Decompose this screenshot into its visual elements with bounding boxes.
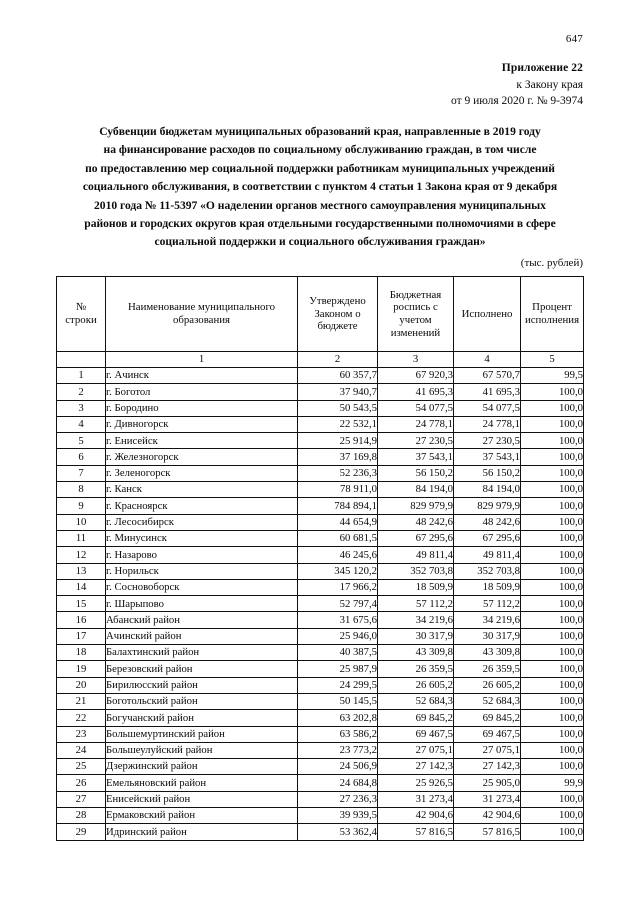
executed-cell: 49 811,4 [454, 547, 521, 563]
row-number-cell: 13 [57, 563, 106, 579]
municipality-cell: г. Боготол [106, 384, 298, 400]
table-row [57, 645, 584, 661]
document-title-line: социального обслуживания, в соответствии с пунктом 4 статьи 1 Закона края от 9 декабря [82, 180, 558, 194]
schedule-cell: 56 150,2 [378, 465, 454, 481]
column-header-row-number [57, 277, 106, 352]
header-line: бюджете [317, 320, 358, 333]
table-row [57, 759, 584, 775]
percent-cell: 100,0 [521, 645, 584, 661]
table-row [57, 693, 584, 709]
executed-cell: 43 309,8 [454, 645, 521, 661]
executed-cell: 25 905,0 [454, 775, 521, 791]
executed-cell: 67 570,7 [454, 368, 521, 384]
document-title-line: 2010 года № 11-5397 «О наделении органов местного самоуправления муниципальных [94, 198, 546, 212]
header-line: Исполнено [461, 307, 513, 320]
percent-cell: 100,0 [521, 628, 584, 644]
subventions-table [56, 276, 584, 841]
executed-cell: 829 979,9 [454, 498, 521, 514]
row-number-cell: 17 [57, 628, 106, 644]
row-number-cell: 4 [57, 416, 106, 432]
executed-cell: 54 077,5 [454, 400, 521, 416]
appendix-law-date: от 9 июля 2020 г. № 9-3974 [451, 95, 583, 107]
header-line: Процент [532, 301, 572, 314]
page-number: 647 [565, 33, 583, 45]
percent-cell: 100,0 [521, 482, 584, 498]
document-title [48, 123, 592, 252]
header-line: Утверждено [309, 295, 366, 308]
table-row [57, 433, 584, 449]
schedule-cell: 37 543,1 [378, 449, 454, 465]
municipality-cell: г. Назарово [106, 547, 298, 563]
document-title-line: на финансирование расходов по социальному обслуживанию граждан, в том числе [103, 143, 537, 157]
row-number-cell: 22 [57, 710, 106, 726]
schedule-cell: 42 904,6 [378, 808, 454, 824]
schedule-cell: 54 077,5 [378, 400, 454, 416]
row-number-cell: 27 [57, 791, 106, 807]
table-row [57, 400, 584, 416]
executed-cell: 26 359,5 [454, 661, 521, 677]
municipality-cell: г. Ачинск [106, 368, 298, 384]
approved-cell: 25 914,9 [298, 433, 378, 449]
executed-cell: 41 695,3 [454, 384, 521, 400]
approved-cell: 40 387,5 [298, 645, 378, 661]
header-line: роспись с [393, 301, 438, 314]
municipality-cell: г. Дивногорск [106, 416, 298, 432]
header-line: № [75, 301, 87, 314]
schedule-cell: 67 295,6 [378, 530, 454, 546]
approved-cell: 53 362,4 [298, 824, 378, 840]
executed-cell: 31 273,4 [454, 791, 521, 807]
row-number-cell: 9 [57, 498, 106, 514]
row-number-cell: 19 [57, 661, 106, 677]
schedule-cell: 27 075,1 [378, 742, 454, 758]
column-number-cell: 4 [454, 352, 521, 368]
municipality-cell: Бирилюсский район [106, 677, 298, 693]
municipality-cell: Ермаковский район [106, 808, 298, 824]
percent-cell: 99,9 [521, 775, 584, 791]
executed-cell: 30 317,9 [454, 628, 521, 644]
table-row [57, 808, 584, 824]
row-number-cell: 16 [57, 612, 106, 628]
approved-cell: 345 120,2 [298, 563, 378, 579]
row-number-cell: 18 [57, 645, 106, 661]
row-number-cell: 3 [57, 400, 106, 416]
percent-cell: 100,0 [521, 791, 584, 807]
executed-cell: 24 778,1 [454, 416, 521, 432]
document-title-line: Субвенции бюджетам муниципальных образований края, направленные в 2019 году [99, 125, 541, 138]
approved-cell: 60 681,5 [298, 530, 378, 546]
document-title-line: районов и городских округов края отдельными государственными полномочиями в сфере [84, 217, 556, 231]
executed-cell: 52 684,3 [454, 693, 521, 709]
row-number-cell: 26 [57, 775, 106, 791]
municipality-cell: Ачинский район [106, 628, 298, 644]
schedule-cell: 57 816,5 [378, 824, 454, 840]
municipality-cell: г. Шарыпово [106, 596, 298, 612]
approved-cell: 78 911,0 [298, 482, 378, 498]
executed-cell: 18 509,9 [454, 579, 521, 595]
executed-cell: 57 112,2 [454, 596, 521, 612]
approved-cell: 17 966,2 [298, 579, 378, 595]
column-header-executed [454, 277, 521, 352]
approved-cell: 25 946,0 [298, 628, 378, 644]
approved-cell: 31 675,6 [298, 612, 378, 628]
table-header-row [57, 277, 584, 352]
table-row [57, 677, 584, 693]
header-line: образования [173, 314, 230, 326]
row-number-cell: 7 [57, 465, 106, 481]
table-row [57, 628, 584, 644]
schedule-cell: 352 703,8 [378, 563, 454, 579]
approved-cell: 37 169,8 [298, 449, 378, 465]
row-number-cell: 15 [57, 596, 106, 612]
municipality-cell: Абанский район [106, 612, 298, 628]
percent-cell: 100,0 [521, 808, 584, 824]
approved-cell: 27 236,3 [298, 791, 378, 807]
percent-cell: 100,0 [521, 449, 584, 465]
approved-cell: 23 773,2 [298, 742, 378, 758]
column-header-municipality [106, 277, 298, 352]
percent-cell: 100,0 [521, 498, 584, 514]
approved-cell: 63 586,2 [298, 726, 378, 742]
table-row [57, 465, 584, 481]
row-number-cell: 23 [57, 726, 106, 742]
schedule-cell: 25 926,5 [378, 775, 454, 791]
percent-cell: 100,0 [521, 530, 584, 546]
municipality-cell: г. Бородино [106, 400, 298, 416]
approved-cell: 60 357,7 [298, 368, 378, 384]
table-row [57, 514, 584, 530]
executed-cell: 84 194,0 [454, 482, 521, 498]
percent-cell: 100,0 [521, 759, 584, 775]
municipality-cell: г. Енисейск [106, 433, 298, 449]
schedule-cell: 26 605,2 [378, 677, 454, 693]
schedule-cell: 69 467,5 [378, 726, 454, 742]
schedule-cell: 26 359,5 [378, 661, 454, 677]
executed-cell: 67 295,6 [454, 530, 521, 546]
row-number-cell: 21 [57, 693, 106, 709]
table-row [57, 579, 584, 595]
approved-cell: 22 532,1 [298, 416, 378, 432]
row-number-cell: 5 [57, 433, 106, 449]
schedule-cell: 24 778,1 [378, 416, 454, 432]
table-row [57, 726, 584, 742]
row-number-cell: 11 [57, 530, 106, 546]
table-row [57, 563, 584, 579]
schedule-cell: 49 811,4 [378, 547, 454, 563]
percent-cell: 100,0 [521, 661, 584, 677]
header-line: Бюджетная [389, 288, 442, 301]
percent-cell: 100,0 [521, 612, 584, 628]
schedule-cell: 57 112,2 [378, 596, 454, 612]
table-row [57, 710, 584, 726]
municipality-cell: Дзержинский район [106, 759, 298, 775]
table-row [57, 384, 584, 400]
schedule-cell: 30 317,9 [378, 628, 454, 644]
municipality-cell: г. Красноярск [106, 498, 298, 514]
municipality-cell: г. Железногорск [106, 449, 298, 465]
appendix-reference [0, 60, 583, 110]
row-number-cell: 25 [57, 759, 106, 775]
table-row [57, 482, 584, 498]
percent-cell: 100,0 [521, 579, 584, 595]
schedule-cell: 67 920,3 [378, 368, 454, 384]
schedule-cell: 34 219,6 [378, 612, 454, 628]
municipality-cell: г. Минусинск [106, 530, 298, 546]
column-number-cell [57, 352, 106, 368]
municipality-cell: Березовский район [106, 661, 298, 677]
subventions-table-wrapper [56, 276, 583, 841]
row-number-cell: 2 [57, 384, 106, 400]
approved-cell: 46 245,6 [298, 547, 378, 563]
row-number-cell: 1 [57, 368, 106, 384]
percent-cell: 100,0 [521, 742, 584, 758]
percent-cell: 100,0 [521, 726, 584, 742]
row-number-cell: 28 [57, 808, 106, 824]
column-number-cell: 5 [521, 352, 584, 368]
executed-cell: 57 816,5 [454, 824, 521, 840]
table-row [57, 547, 584, 563]
approved-cell: 50 145,5 [298, 693, 378, 709]
column-number-cell: 3 [378, 352, 454, 368]
table-row [57, 596, 584, 612]
approved-cell: 24 684,8 [298, 775, 378, 791]
header-line: строки [65, 314, 97, 326]
approved-cell: 37 940,7 [298, 384, 378, 400]
row-number-cell: 20 [57, 677, 106, 693]
table-head [57, 277, 584, 352]
percent-cell: 99,5 [521, 368, 584, 384]
percent-cell: 100,0 [521, 710, 584, 726]
row-number-cell: 29 [57, 824, 106, 840]
header-line: Наименование муниципального [127, 301, 276, 314]
percent-cell: 100,0 [521, 596, 584, 612]
schedule-cell: 829 979,9 [378, 498, 454, 514]
approved-cell: 39 939,5 [298, 808, 378, 824]
executed-cell: 26 605,2 [454, 677, 521, 693]
percent-cell: 100,0 [521, 384, 584, 400]
approved-cell: 63 202,8 [298, 710, 378, 726]
executed-cell: 37 543,1 [454, 449, 521, 465]
municipality-cell: г. Сосновоборск [106, 579, 298, 595]
table-body [57, 352, 584, 841]
schedule-cell: 52 684,3 [378, 693, 454, 709]
table-row [57, 498, 584, 514]
table-row [57, 416, 584, 432]
row-number-cell: 6 [57, 449, 106, 465]
row-number-cell: 14 [57, 579, 106, 595]
appendix-law-line: к Закону края [516, 78, 583, 91]
percent-cell: 100,0 [521, 677, 584, 693]
row-number-cell: 24 [57, 742, 106, 758]
executed-cell: 27 230,5 [454, 433, 521, 449]
appendix-title: Приложение 22 [501, 62, 583, 74]
executed-cell: 27 075,1 [454, 742, 521, 758]
approved-cell: 44 654,9 [298, 514, 378, 530]
percent-cell: 100,0 [521, 514, 584, 530]
approved-cell: 52 797,4 [298, 596, 378, 612]
table-row [57, 530, 584, 546]
percent-cell: 100,0 [521, 433, 584, 449]
municipality-cell: г. Норильск [106, 563, 298, 579]
table-row [57, 742, 584, 758]
executed-cell: 56 150,2 [454, 465, 521, 481]
schedule-cell: 27 142,3 [378, 759, 454, 775]
approved-cell: 50 543,5 [298, 400, 378, 416]
table-row [57, 775, 584, 791]
percent-cell: 100,0 [521, 416, 584, 432]
column-number-cell: 2 [298, 352, 378, 368]
table-row [57, 612, 584, 628]
column-number-cell: 1 [106, 352, 298, 368]
municipality-cell: Большеулуйский район [106, 742, 298, 758]
header-line: учетом [399, 314, 432, 326]
table-row [57, 449, 584, 465]
municipality-cell: Балахтинский район [106, 645, 298, 661]
percent-cell: 100,0 [521, 563, 584, 579]
header-line: исполнения [524, 314, 580, 326]
executed-cell: 69 845,2 [454, 710, 521, 726]
column-header-approved [298, 277, 378, 352]
units-caption: (тыс. рублей) [520, 257, 583, 269]
schedule-cell: 43 309,8 [378, 645, 454, 661]
schedule-cell: 18 509,9 [378, 579, 454, 595]
approved-cell: 24 506,9 [298, 759, 378, 775]
municipality-cell: г. Канск [106, 482, 298, 498]
table-row [57, 824, 584, 840]
approved-cell: 24 299,5 [298, 677, 378, 693]
table-row [57, 661, 584, 677]
percent-cell: 100,0 [521, 400, 584, 416]
schedule-cell: 31 273,4 [378, 791, 454, 807]
executed-cell: 352 703,8 [454, 563, 521, 579]
row-number-cell: 12 [57, 547, 106, 563]
schedule-cell: 48 242,6 [378, 514, 454, 530]
approved-cell: 25 987,9 [298, 661, 378, 677]
percent-cell: 100,0 [521, 547, 584, 563]
percent-cell: 100,0 [521, 693, 584, 709]
executed-cell: 27 142,3 [454, 759, 521, 775]
document-title-line: социальной поддержки и социального обслуживания граждан» [154, 235, 486, 249]
percent-cell: 100,0 [521, 824, 584, 840]
header-line: Законом о [314, 307, 361, 320]
municipality-cell: г. Лесосибирск [106, 514, 298, 530]
column-header-budget-schedule [378, 277, 454, 352]
table-row [57, 368, 584, 384]
executed-cell: 34 219,6 [454, 612, 521, 628]
executed-cell: 42 904,6 [454, 808, 521, 824]
row-number-cell: 10 [57, 514, 106, 530]
municipality-cell: Большемуртинский район [106, 726, 298, 742]
executed-cell: 48 242,6 [454, 514, 521, 530]
schedule-cell: 27 230,5 [378, 433, 454, 449]
column-number-row [57, 352, 584, 368]
row-number-cell: 8 [57, 482, 106, 498]
schedule-cell: 84 194,0 [378, 482, 454, 498]
header-line: изменений [390, 326, 441, 339]
schedule-cell: 41 695,3 [378, 384, 454, 400]
approved-cell: 784 894,1 [298, 498, 378, 514]
municipality-cell: г. Зеленогорск [106, 465, 298, 481]
approved-cell: 52 236,3 [298, 465, 378, 481]
schedule-cell: 69 845,2 [378, 710, 454, 726]
municipality-cell: Богучанский район [106, 710, 298, 726]
executed-cell: 69 467,5 [454, 726, 521, 742]
column-header-percent [521, 277, 584, 352]
municipality-cell: Боготольский район [106, 693, 298, 709]
municipality-cell: Енисейский район [106, 791, 298, 807]
municipality-cell: Идринский район [106, 824, 298, 840]
table-row [57, 791, 584, 807]
document-title-line: по предоставлению мер социальной поддержки работникам муниципальных учреждений [85, 161, 555, 175]
percent-cell: 100,0 [521, 465, 584, 481]
municipality-cell: Емельяновский район [106, 775, 298, 791]
